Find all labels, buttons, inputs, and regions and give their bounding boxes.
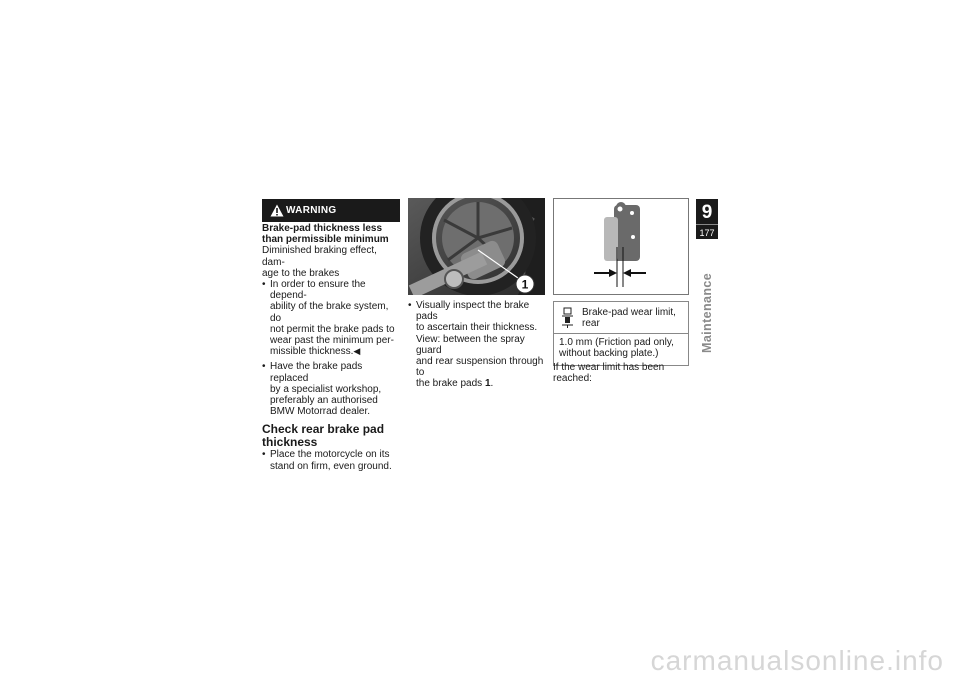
section-heading bbox=[262, 423, 400, 448]
bullet-line: not permit the brake pads to bbox=[270, 323, 395, 335]
spec-label bbox=[582, 307, 676, 329]
step-bullet bbox=[262, 449, 400, 471]
step-line: Place the motorcycle on its bbox=[270, 449, 390, 461]
step-line: and rear suspension through to bbox=[416, 356, 544, 379]
bullet-line: wear past the minimum per- bbox=[270, 335, 394, 347]
followup-line: If the wear limit has been bbox=[553, 362, 665, 373]
part-reference: 1 bbox=[484, 378, 491, 390]
wear-limit-icon bbox=[562, 307, 574, 329]
inspection-step bbox=[408, 300, 548, 390]
bullet-line: Have the brake pads replaced bbox=[270, 361, 363, 384]
table-row bbox=[554, 302, 688, 334]
spec-value-line: without backing plate.) bbox=[559, 348, 659, 360]
step-line: stand on firm, even ground. bbox=[270, 460, 392, 472]
callout-1-label: 1 bbox=[521, 277, 529, 292]
consequence-line: Diminished braking effect, dam- bbox=[262, 245, 377, 268]
step-line: the brake pads bbox=[416, 378, 483, 390]
warning-consequence bbox=[262, 245, 400, 279]
warning-bullet bbox=[262, 279, 400, 357]
brake-pad-diagram bbox=[553, 198, 689, 295]
chapter-number: 9 bbox=[701, 202, 713, 223]
chapter-divider bbox=[696, 224, 718, 225]
step-bullet bbox=[408, 300, 548, 390]
section-heading-line: Check rear brake pad bbox=[262, 422, 385, 437]
bullet-line: by a specialist workshop, bbox=[270, 383, 382, 395]
section-heading-line: thickness bbox=[262, 434, 318, 449]
followup-text bbox=[553, 362, 689, 384]
followup-line: reached: bbox=[553, 373, 592, 385]
spec-value-line: 1.0 mm (Friction pad only, bbox=[559, 337, 674, 348]
warning-heading-line: than permissible minimum bbox=[262, 234, 389, 246]
warning-column bbox=[262, 199, 400, 472]
rear-wheel-photo bbox=[408, 198, 545, 295]
step-line: View: between the spray guard bbox=[416, 333, 525, 356]
warning-banner bbox=[262, 199, 400, 222]
spec-label-line: rear bbox=[582, 318, 600, 330]
warning-bullet bbox=[262, 361, 400, 417]
bullet-line: In order to ensure the depend- bbox=[270, 279, 366, 302]
bullet-line: missible thickness. bbox=[270, 346, 354, 358]
watermark: carmanualsonline.info bbox=[650, 645, 944, 676]
end-mark-icon: ◀ bbox=[353, 346, 361, 357]
page-number: 177 bbox=[699, 228, 715, 238]
warning-heading-line: Brake-pad thickness less bbox=[262, 223, 383, 234]
warning-icon bbox=[270, 204, 284, 217]
bullet-line: preferably an authorised bbox=[270, 395, 378, 407]
bullet-line: ability of the brake system, do bbox=[270, 301, 389, 324]
spec-value bbox=[554, 334, 688, 365]
section-title: Maintenance bbox=[700, 272, 714, 353]
step-line: to ascertain their thickness. bbox=[416, 322, 538, 334]
warning-label: WARNING bbox=[286, 205, 337, 216]
warning-heading bbox=[262, 223, 400, 245]
bullet-line: BMW Motorrad dealer. bbox=[270, 406, 371, 418]
wear-limit-table bbox=[553, 301, 689, 366]
spec-label-line: Brake-pad wear limit, bbox=[582, 307, 676, 318]
consequence-line: age to the brakes bbox=[262, 267, 340, 279]
step-suffix: . bbox=[490, 378, 494, 390]
step-line: Visually inspect the brake pads bbox=[416, 300, 530, 323]
